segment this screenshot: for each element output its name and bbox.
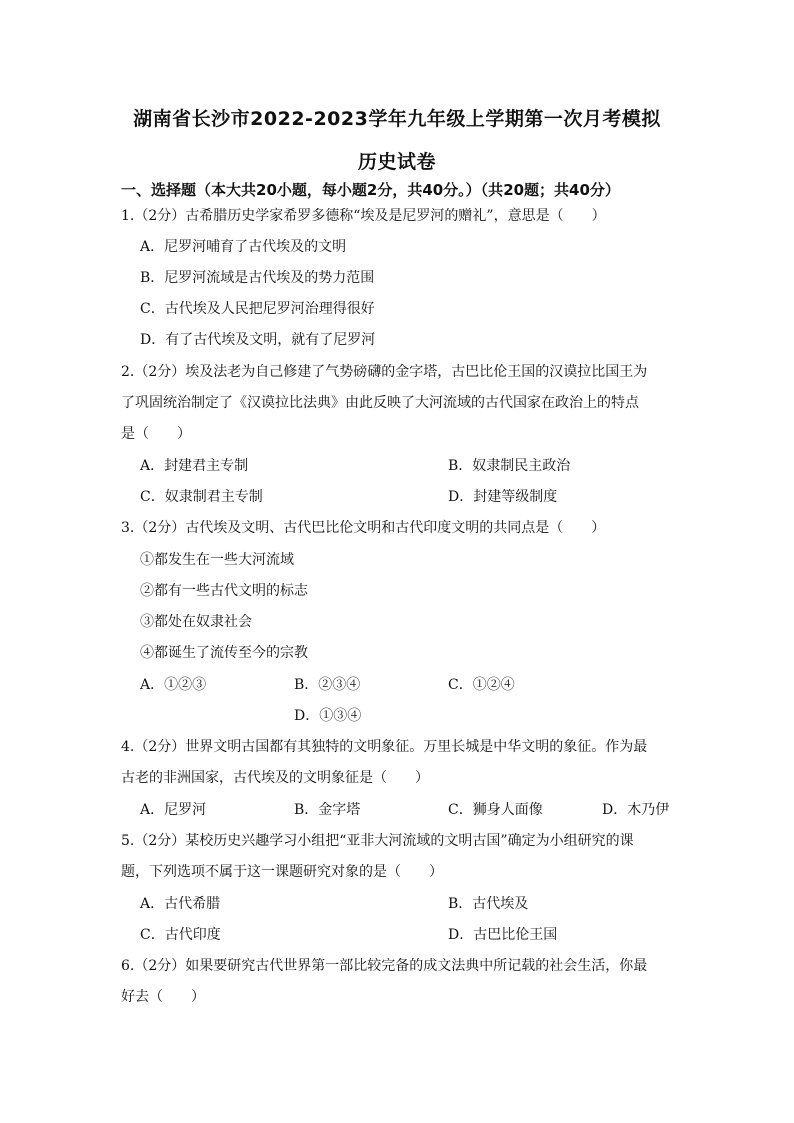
question-2-option-a: A．封建君主专制 [140,458,249,474]
question-4-option-a: A．尼罗河 [140,802,207,818]
question-1-option-a: A．尼罗河哺育了古代埃及的文明 [140,239,347,255]
section-heading: 一、选择题（本大共20小题，每小题2分，共40分。）（共20题；共40分） [121,181,620,199]
question-4-stem-line1: 4.（2分）世界文明古国都有其独特的文明象征。万里长城是中华文明的象征。作为最 [121,739,648,755]
question-2-option-d: D．封建等级制度 [448,489,558,505]
question-4-option-d: D．木乃伊 [602,802,670,818]
question-3-option-b: B．②③④ [294,677,361,693]
question-2-option-c: C．奴隶制君主专制 [140,489,263,505]
question-4-option-b: B．金字塔 [294,802,361,818]
question-3-option-a: A．①②③ [140,677,207,693]
question-1-option-c: C．古代埃及人民把尼罗河治理得很好 [140,301,375,317]
question-4-option-c: C．狮身人面像 [448,802,543,818]
exam-title: 湖南省长沙市2022-2023学年九年级上学期第一次月考模拟 [133,108,661,130]
question-1-stem: 1.（2分）古希腊历史学家希罗多德称“埃及是尼罗河的赠礼”，意思是（ ） [121,208,606,224]
exam-subtitle: 历史试卷 [357,151,436,173]
question-5-stem-line2: 题，下列选项不属于这一课题研究对象的是（ ） [121,864,443,880]
question-6-stem-line2: 好去（ ） [121,989,205,1005]
question-3-statement-4: ④都诞生了流传至今的宗教 [140,645,308,661]
question-2-option-b: B．奴隶制民主政治 [448,458,571,474]
question-2-stem-line2: 了巩固统治制定了《汉谟拉比法典》由此反映了大河流域的古代国家在政治上的特点 [121,395,639,411]
question-3-statement-3: ③都处在奴隶社会 [140,614,252,630]
question-5-option-c: C．古代印度 [140,927,221,943]
question-3-option-c: C．①②④ [448,677,515,693]
question-5-stem-line1: 5.（2分）某校历史兴趣学习小组把“亚非大河流域的文明古国”确定为小组研究的课 [121,833,634,849]
question-5-option-d: D．古巴比伦王国 [448,927,558,943]
question-4-stem-line2: 古老的非洲国家，古代埃及的文明象征是（ ） [121,770,429,786]
question-5-option-b: B．古代埃及 [448,896,529,912]
question-2-stem-line3: 是（ ） [121,426,191,442]
question-3-statement-1: ①都发生在一些大河流域 [140,552,294,568]
question-3-statement-2: ②都有一些古代文明的标志 [140,583,308,599]
question-1-option-b: B．尼罗河流域是古代埃及的势力范围 [140,270,375,286]
question-5-option-a: A．古代希腊 [140,896,221,912]
question-3-stem: 3.（2分）古代埃及文明、古代巴比伦文明和古代印度文明的共同点是（ ） [121,520,606,536]
question-2-stem-line1: 2.（2分）埃及法老为自己修建了气势磅礴的金字塔，古巴比伦王国的汉谟拉比国王为 [121,364,648,380]
question-1-option-d: D．有了古代埃及文明，就有了尼罗河 [140,332,376,348]
question-3-option-d: D．①③④ [294,708,362,724]
question-6-stem-line1: 6.（2分）如果要研究古代世界第一部比较完备的成文法典中所记载的社会生活，你最 [121,958,648,974]
